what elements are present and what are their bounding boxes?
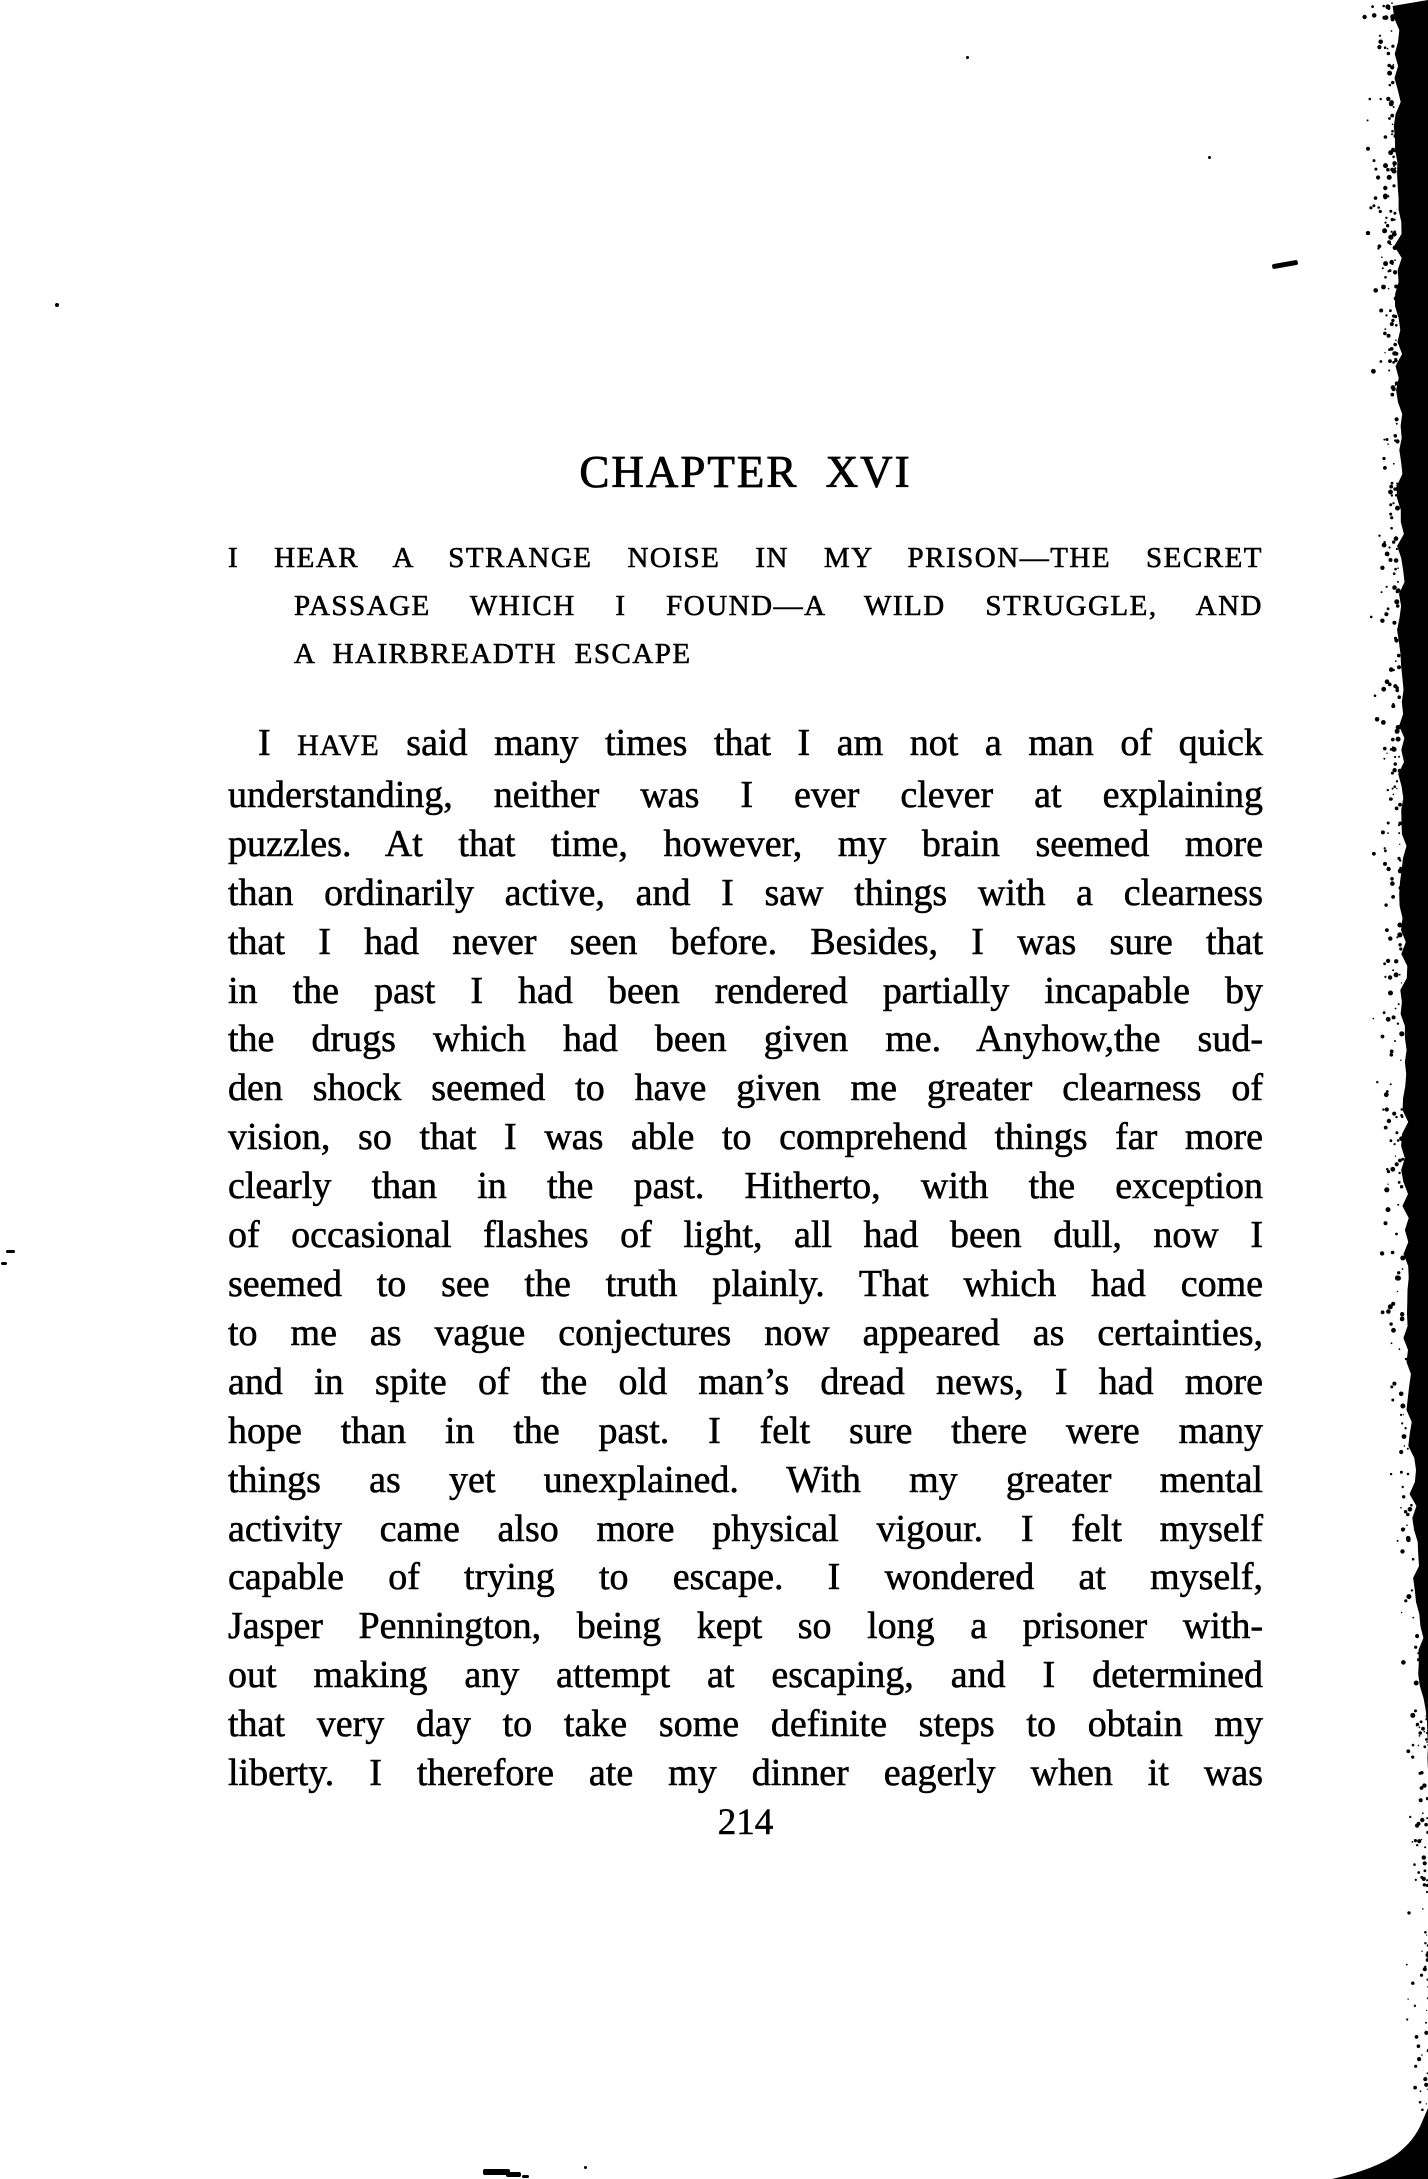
body-line-smallcaps: HAVE	[297, 730, 380, 762]
chapter-heading: CHAPTER XVI	[579, 447, 912, 497]
body-line: and in spite of the old man’s dread news, I had more	[228, 1360, 1263, 1403]
body-line: puzzles. At that time, however, my brain seemed more	[228, 822, 1263, 865]
scan-hook-mark	[1272, 260, 1298, 269]
body-line: that very day to take some definite steps to obtain my	[228, 1703, 1263, 1746]
scan-speck	[55, 303, 59, 307]
body-line: than ordinarily active, and I saw things with a clearness	[228, 871, 1263, 914]
ink-smudge	[506, 2172, 521, 2177]
scan-speck	[1208, 156, 1211, 159]
body-line-pronoun: I	[258, 722, 271, 764]
body-line: liberty. I therefore ate my dinner eagerly when it was	[228, 1752, 1263, 1795]
page-number: 214	[717, 1802, 774, 1843]
body-line: clearly than in the past. Hitherto, with the exception	[228, 1165, 1263, 1208]
ink-smudge	[522, 2175, 529, 2178]
scan-speck	[966, 56, 969, 59]
subtitle-line: PASSAGE WHICH I FOUND—A WILD STRUGGLE, AND	[294, 590, 1263, 622]
body-line: seemed to see the truth plainly. That which had come	[228, 1262, 1263, 1305]
body-line: understanding, neither was I ever clever at explaining	[228, 773, 1263, 816]
body-line: the drugs which had been given me. Anyhow,the sud-	[228, 1018, 1263, 1061]
body-line: to me as vague conjectures now appeared as certainties,	[228, 1311, 1263, 1354]
subtitle-line: I HEAR A STRANGE NOISE IN MY PRISON—THE SECRET	[228, 542, 1263, 574]
body-line: that I had never seen before. Besides, I was sure that	[228, 920, 1263, 963]
body-line: activity came also more physical vigour. I felt myself	[228, 1507, 1263, 1550]
scan-speck	[1, 1262, 7, 1265]
body-line: capable of trying to escape. I wondered at myself,	[228, 1556, 1263, 1599]
body-line: of occasional flashes of light, all had been dull, now I	[228, 1214, 1263, 1257]
scan-speck	[6, 1250, 15, 1253]
chapter-subtitle	[228, 534, 1263, 678]
body-line	[228, 719, 1263, 771]
body-line: things as yet unexplained. With my greater mental	[228, 1458, 1263, 1501]
scan-speck	[584, 2166, 587, 2169]
body-line: Jasper Pennington, being kept so long a prisoner with-	[228, 1605, 1263, 1648]
body-line: hope than in the past. I felt sure there were many	[228, 1409, 1263, 1452]
body-line: den shock seemed to have given me greater clearness of	[228, 1067, 1263, 1110]
body-line-rest: said many times that I am not a man of quick	[406, 722, 1263, 764]
subtitle-line: A HAIRBREADTH ESCAPE	[294, 638, 692, 670]
body-paragraph	[228, 719, 1263, 1798]
body-line: in the past I had been rendered partially incapable by	[228, 969, 1263, 1012]
body-line: vision, so that I was able to comprehend things far more	[228, 1116, 1263, 1159]
body-line: out making any attempt at escaping, and I determined	[228, 1654, 1263, 1697]
